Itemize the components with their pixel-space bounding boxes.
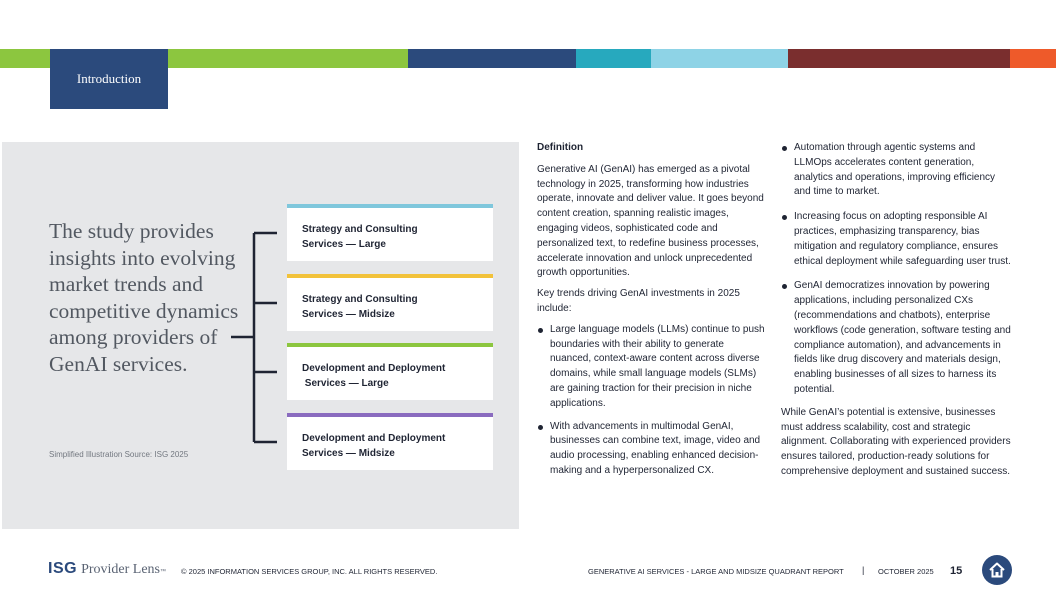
trends-column	[781, 141, 1011, 486]
segment-card-development-large	[287, 346, 493, 400]
definition-column	[537, 141, 767, 487]
list-item-text: Increasing focus on adopting responsible AI practices, emphasizing transparency, bias mitigation and regulatory compliance, ensures ethical deployment while safeguarding user trust.	[794, 211, 1011, 267]
panel-headline: The study provides insights into evolving market trends and competitive dynamics among providers of GenAI services.	[49, 219, 239, 376]
list-item-text: With advancements in multimodal GenAI, businesses can combine text, image, video and audio processing, enabling enhanced decision-making and a hyperpersonalized CX.	[550, 420, 761, 476]
card-color-strip	[287, 204, 493, 208]
home-icon	[982, 555, 1012, 585]
logo-provider-lens: Provider Lens	[81, 562, 160, 577]
list-item	[537, 323, 767, 412]
home-button[interactable]	[982, 555, 1012, 585]
card-color-strip	[287, 413, 493, 417]
footer-separator: |	[862, 565, 865, 575]
copyright-text: © 2025 INFORMATION SERVICES GROUP, INC. ALL RIGHTS RESERVED.	[181, 567, 438, 576]
key-trends-intro: Key trends driving GenAI investments in 2025 include:	[537, 288, 740, 314]
definition-heading: Definition	[537, 142, 584, 153]
list-item-text: GenAI democratizes innovation by powering applications, including personalized CXs (recommendations and chatbots), enterprise workflows (code generation, software testing and compliance automation), and advancements in fields like drug discovery and materials design, enabling businesses of all sizes to harness its potential.	[794, 280, 1011, 395]
logo-trademark: ™	[160, 569, 166, 575]
list-item	[781, 210, 1011, 269]
section-tab-label: Introduction	[76, 71, 142, 86]
header-bar-lightblue	[651, 49, 788, 68]
header-bar-navy	[408, 49, 576, 68]
bullet-icon	[538, 425, 543, 430]
card-label: Development and Deployment Services — Midsize	[302, 433, 446, 459]
isg-provider-lens-logo	[48, 560, 166, 578]
card-label: Strategy and Consulting Services — Midsize	[302, 294, 418, 320]
bullet-icon	[782, 284, 787, 289]
illustration-source: Simplified Illustration Source: ISG 2025	[49, 450, 189, 459]
list-item-text: Large language models (LLMs) continue to push boundaries with their ability to generate nuanced, context-aware content across diverse domains, while small language models (SLMs) are gaining traction for their precision in niche applications.	[550, 323, 765, 409]
segment-card-strategy-midsize	[287, 277, 493, 331]
card-color-strip	[287, 274, 493, 278]
card-color-strip	[287, 343, 493, 347]
list-item	[781, 141, 1011, 200]
header-bar-maroon	[788, 49, 1010, 68]
page-number: 15	[950, 565, 963, 577]
report-date: OCTOBER 2025	[878, 567, 934, 576]
trend-list	[781, 141, 1011, 398]
card-label: Development and Deployment Services — Large	[302, 363, 446, 389]
bullet-icon	[782, 146, 787, 151]
logo-isg: ISG	[48, 560, 78, 577]
report-title: GENERATIVE AI SERVICES - LARGE AND MIDSIZE QUADRANT REPORT	[588, 567, 844, 576]
list-item	[537, 420, 767, 479]
header-bar-orange	[1010, 49, 1056, 68]
segment-card-development-midsize	[287, 416, 493, 470]
section-tab-introduction[interactable]	[50, 49, 168, 109]
closing-paragraph: While GenAI’s potential is extensive, businesses must address scalability, cost and strategic alignment. Collaborating with experienced providers ensures tailored, production-ready solutions for comprehensive deployment and sustained success.	[781, 406, 1011, 477]
definition-paragraph: Generative AI (GenAI) has emerged as a pivotal technology in 2025, transforming how industries operate, innovate and deliver value. It goes beyond content creation, spanning realistic images, engaging videos, sophisticated code and personalized text, to redefine business processes, accelerate innovation and unlock unprecedented growth opportunities.	[537, 163, 764, 279]
trend-list	[537, 323, 767, 479]
header-bar-teal	[576, 49, 651, 68]
card-label: Strategy and Consulting Services — Large	[302, 224, 418, 250]
list-item-text: Automation through agentic systems and LLMOps accelerates content generation, analytics and operations, improving efficiency and time to market.	[794, 142, 996, 198]
bullet-icon	[538, 328, 543, 333]
segment-card-strategy-large	[287, 207, 493, 261]
list-item	[781, 279, 1011, 397]
bullet-icon	[782, 215, 787, 220]
